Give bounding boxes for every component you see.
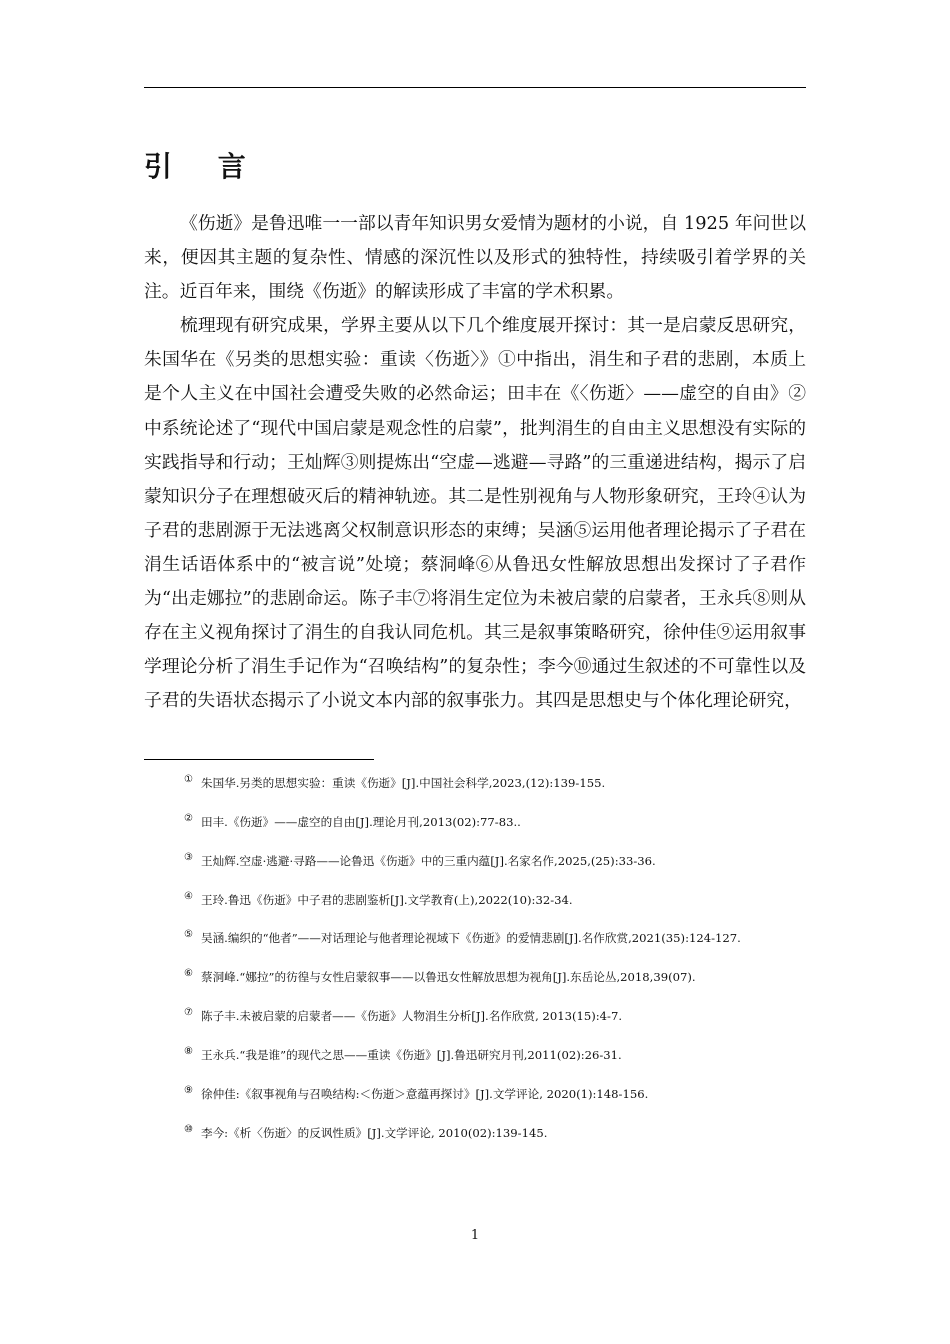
footnote (144, 923, 806, 950)
footnote (144, 962, 806, 989)
footnote (144, 807, 806, 834)
footnote-text: 蔡洞峰.“娜拉”的彷徨与女性启蒙叙事——以鲁迅女性解放思想为视角[J].东岳论丛,2018,39(07). (200, 970, 696, 985)
footnote-text: 王玲.鲁迅《伤逝》中子君的悲剧鉴析[J].文学教育(上),2022(10):32-34. (200, 892, 573, 907)
section-title: 引 言 (144, 150, 264, 183)
footnote-mark: ⑩ (184, 1123, 193, 1135)
footnote-text: 陈子丰.未被启蒙的启蒙者——《伤逝》人物涓生分析[J].名作欣赏, 2013(15):4-7. (200, 1009, 623, 1024)
footnote-mark: ② (184, 812, 193, 824)
footnote (144, 768, 806, 795)
footnote-text: 李今:《析〈伤逝〉的反讽性质》[J].文学评论, 2010(02):139-145. (200, 1125, 548, 1140)
footnote-mark: ⑤ (184, 929, 193, 941)
footnote-text: 王永兵.“我是谁”的现代之思——重读《伤逝》[J].鲁迅研究月刊,2011(02):26-31. (200, 1047, 622, 1062)
header-rule (144, 87, 806, 88)
footnote-text: 吴涵.编织的“他者”——对话理论与他者理论视域下《伤逝》的爱情悲剧[J].名作欣赏,2021(35):124-127. (200, 931, 741, 946)
paragraph: 《伤逝》是鲁迅唯一一部以青年知识男女爱情为题材的小说，自 1925 年问世以来，便因其主题的复杂性、情感的深沉性以及形式的独特性，持续吸引着学界的关注。近百年来，围绕《伤逝》的解读形成了丰富的学术积累。 (144, 213, 806, 303)
footnote-text: 田丰.《伤逝》——虚空的自由[J].理论月刊,2013(02):77-83.. (200, 814, 521, 829)
footnote-mark: ⑨ (184, 1084, 193, 1096)
footnote (144, 1079, 806, 1106)
page-number: 1 (470, 1228, 480, 1243)
footnote-mark: ③ (184, 851, 193, 863)
footnote (144, 1040, 806, 1067)
footnotes (144, 768, 806, 1157)
footnote-mark: ⑦ (184, 1007, 193, 1019)
footnote (144, 846, 806, 873)
footnote-mark: ⑥ (184, 968, 193, 980)
footnote-text: 朱国华.另类的思想实验：重读《伤逝》[J].中国社会科学,2023,(12):139-155. (200, 775, 606, 790)
footnote-mark: ① (184, 774, 193, 785)
footnote-mark: ④ (184, 890, 193, 902)
footnote (144, 1118, 806, 1145)
footnote-mark: ⑧ (184, 1046, 193, 1058)
body-text (144, 207, 806, 718)
footnote (144, 1001, 806, 1028)
footnote-text: 王灿辉.空虚·逃避·寻路——论鲁迅《伤逝》中的三重内蕴[J].名家名作,2025,(25):33-36. (200, 853, 656, 868)
footnote (144, 885, 806, 912)
footnote-text: 徐仲佳:《叙事视角与召唤结构:＜伤逝＞意蕴再探讨》[J].文学评论, 2020(1):148-156. (200, 1086, 649, 1101)
footnote-separator (144, 759, 374, 760)
paragraph: 梳理现有研究成果，学界主要从以下几个维度展开探讨：其一是启蒙反思研究，朱国华在《另类的思想实验：重读〈伤逝〉》①中指出，涓生和子君的悲剧，本质上是个人主义在中国社会遭受失败的必然命运；田丰在《〈伤逝〉——虚空的自由》②中系统论述了“现代中国启蒙是观念性的启蒙”，批判涓生的自由主义思想没有实际的实践指导和行动；王灿辉③则提炼出“空虚—逃避—寻路”的三重递进结构，揭示了启蒙知识分子在理想破灭后的精神轨迹。其二是性别视角与人物形象研究，王玲④认为子君的悲剧源于无法逃离父权制意识形态的束缚；吴涵⑤运用他者理论揭示了子君在涓生话语体系中的“被言说”处境；蔡洞峰⑥从鲁迅女性解放思想出发探讨了子君作为“出走娜拉”的悲剧命运。陈子丰⑦将涓生定位为未被启蒙的启蒙者，王永兵⑧则从存在主义视角探讨了涓生的自我认同危机。其三是叙事策略研究，徐仲佳⑨运用叙事学理论分析了涓生手记作为“召唤结构”的复杂性；李今⑩通过生叙述的不可靠性以及子君的失语状态揭示了小说文本内部的叙事张力。其四是思想史与个体化理论研究， (144, 315, 806, 712)
